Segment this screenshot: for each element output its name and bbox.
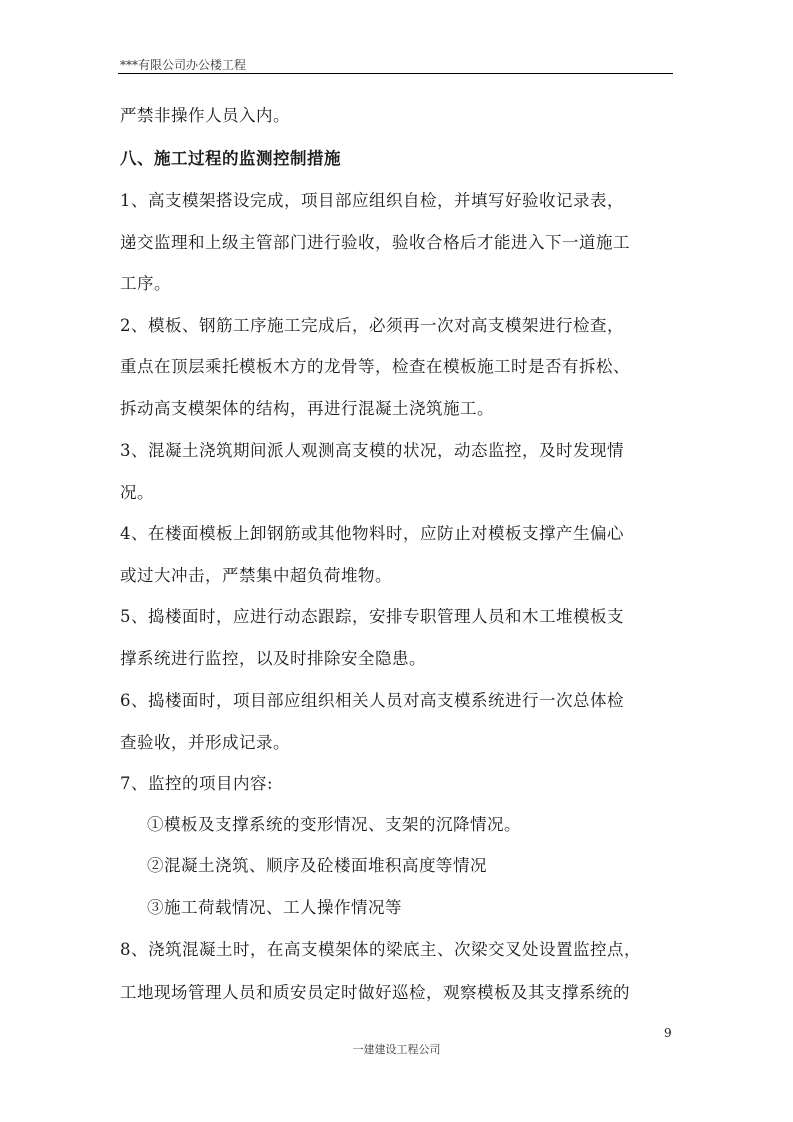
list-item: ②混凝土浇筑、顺序及砼楼面堆积高度等情况	[147, 856, 487, 875]
body-line: 3、混凝土浇筑期间派人观测高支模的状况，动态监控，及时发现情	[120, 441, 624, 460]
running-header: ***有限公司办公楼工程	[120, 58, 247, 72]
body-line: 或过大冲击，严禁集中超负荷堆物。	[120, 566, 392, 585]
page-number: 9	[664, 1026, 672, 1040]
list-item: ③施工荷载情况、工人操作情况等	[147, 898, 402, 917]
body-line: 工地现场管理人员和质安员定时做好巡检，观察模板及其支撑系统的	[120, 983, 630, 1002]
body-line: 况。	[120, 483, 154, 502]
body-line: 1、高支模架搭设完成，项目部应组织自检，并填写好验收记录表，	[120, 191, 624, 210]
body-line: 递交监理和上级主管部门进行验收，验收合格后才能进入下一道施工	[120, 233, 630, 252]
body-line: 5、捣楼面时，应进行动态跟踪，安排专职管理人员和木工堆模板支	[120, 607, 624, 626]
body-line: 撑系统进行监控，以及时排除安全隐患。	[120, 649, 426, 668]
list-item: ①模板及支撑系统的变形情况、支架的沉降情况。	[147, 815, 521, 834]
body-line: 4、在楼面模板上卸钢筋或其他物料时，应防止对模板支撑产生偏心	[120, 524, 624, 543]
body-line: 6、捣楼面时，项目部应组织相关人员对高支模系统进行一次总体检	[120, 691, 624, 710]
body-line: 工序。	[120, 274, 171, 293]
body-line: 拆动高支模架体的结构，再进行混凝土浇筑施工。	[120, 399, 494, 418]
body-line: 严禁非操作人员入内。	[120, 106, 290, 125]
section-heading: 八、施工过程的监测控制措施	[120, 149, 341, 168]
body-line: 2、模板、钢筋工序施工完成后，必须再一次对高支模架进行检查，	[120, 316, 624, 335]
body-line: 重点在顶层乘托模板木方的龙骨等，检查在模板施工时是否有拆松、	[120, 357, 630, 376]
body-line: 8、浇筑混凝土时，在高支模架体的梁底主、次梁交叉处设置监控点，	[120, 940, 641, 959]
body-line: 查验收，并形成记录。	[120, 733, 290, 752]
body-line: 7、监控的项目内容:	[120, 774, 274, 793]
header-divider	[118, 73, 673, 74]
footer-company: 一建建设工程公司	[352, 1043, 441, 1056]
